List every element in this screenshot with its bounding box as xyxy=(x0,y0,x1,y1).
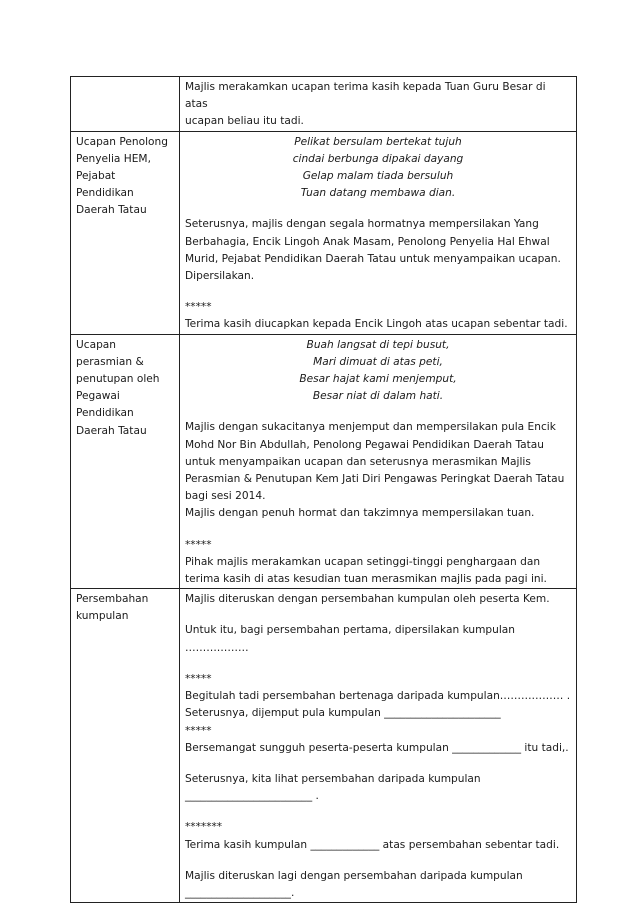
role-label-line: Persembahan xyxy=(76,593,149,606)
role-label-line: penutupan oleh xyxy=(76,373,160,386)
script-line: ____________________. xyxy=(185,886,295,899)
script-line: Bersemangat sungguh peserta-peserta kumpulan _____________ itu tadi,. xyxy=(185,741,569,754)
script-line: Seterusnya, dijemput pula kumpulan ______________________ xyxy=(185,707,501,720)
role-label-line: Penyelia HEM, xyxy=(76,152,151,165)
table-row xyxy=(71,334,577,589)
script-line: Perasmian & Penutupan Kem Jati Diri Pengawas Peringkat Daerah Tatau xyxy=(185,473,565,486)
script-line: ucapan beliau itu tadi. xyxy=(185,115,304,128)
role-label-line: Pegawai xyxy=(76,390,120,403)
script-line: Mohd Nor Bin Abdullah, Penolong Pegawai Pendidikan Daerah Tatau xyxy=(185,438,545,451)
role-cell xyxy=(71,589,180,903)
role-label-line: Daerah Tatau xyxy=(76,424,147,437)
script-cell xyxy=(180,77,577,132)
script-line: Terima kasih diucapkan kepada Encik Lingoh atas ucapan sebentar tadi. xyxy=(185,318,568,331)
pantun-line: Pelikat bersulam bertekat tujuh xyxy=(294,135,462,148)
script-line: Berbahagia, Encik Lingoh Anak Masam, Penolong Penyelia Hal Ehwal xyxy=(185,235,550,248)
pantun-line: Gelap malam tiada bersuluh xyxy=(302,170,454,183)
pantun-line: Tuan datang membawa dian. xyxy=(300,187,456,200)
role-label-line: kumpulan xyxy=(76,610,129,623)
script-line: Majlis merakamkan ucapan terima kasih kepada Tuan Guru Besar di atas xyxy=(185,81,546,111)
ceremony-script-table xyxy=(70,76,577,903)
script-line: bagi sesi 2014. xyxy=(185,490,266,503)
role-cell xyxy=(71,334,180,589)
role-cell xyxy=(71,77,180,132)
pantun-line: Buah langsat di tepi busut, xyxy=(306,338,450,351)
script-line: Untuk itu, bagi persembahan pertama, dipersilakan kumpulan ……………… xyxy=(185,624,515,654)
role-label-line: Pendidikan xyxy=(76,407,134,420)
pantun-line: Besar niat di dalam hati. xyxy=(312,390,444,403)
script-line: Dipersilakan. xyxy=(185,270,255,283)
script-line: Seterusnya, kita lihat persembahan daripada kumpulan xyxy=(185,772,481,785)
role-label-line: Ucapan Penolong xyxy=(76,135,168,148)
separator-stars: ***** xyxy=(185,672,212,685)
script-line: Majlis dengan penuh hormat dan takzimnya mempersilakan tuan. xyxy=(185,507,535,520)
script-line: untuk menyampaikan ucapan dan seterusnya merasmikan Majlis xyxy=(185,455,531,468)
pantun-line: Besar hajat kami menjemput, xyxy=(299,373,457,386)
script-line: Murid, Pejabat Pendidikan Daerah Tatau untuk menyampaikan ucapan. xyxy=(185,252,561,265)
script-line: terima kasih di atas kesudian tuan merasmikan majlis pada pagi ini. xyxy=(185,573,547,586)
script-line: Seterusnya, majlis dengan segala hormatnya mempersilakan Yang xyxy=(185,218,539,231)
separator-stars: ***** xyxy=(185,538,212,551)
role-label-line: Pendidikan xyxy=(76,187,134,200)
script-line: Terima kasih kumpulan _____________ atas persembahan sebentar tadi. xyxy=(185,838,560,851)
script-cell xyxy=(180,334,577,589)
role-label-line: Pejabat xyxy=(76,170,116,183)
role-label-line: Ucapan xyxy=(76,338,117,351)
script-line: Pihak majlis merakamkan ucapan setinggi-tinggi penghargaan dan xyxy=(185,555,541,568)
script-line: Majlis dengan sukacitanya menjemput dan mempersilakan pula Encik xyxy=(185,421,556,434)
script-line: ________________________ . xyxy=(185,790,319,803)
role-label-line: perasmian & xyxy=(76,355,144,368)
separator-stars: ***** xyxy=(185,724,212,737)
separator-stars: ******* xyxy=(185,821,223,834)
role-cell xyxy=(71,131,180,334)
script-cell xyxy=(180,131,577,334)
pantun-line: cindai berbunga dipakai dayang xyxy=(292,152,464,165)
separator-stars: ***** xyxy=(185,301,212,314)
pantun-line: Mari dimuat di atas peti, xyxy=(313,355,443,368)
script-line: Begitulah tadi persembahan bertenaga daripada kumpulan……………… . xyxy=(185,690,571,703)
table-row xyxy=(71,77,577,132)
role-label-line: Daerah Tatau xyxy=(76,204,147,217)
script-line: Majlis diteruskan dengan persembahan kumpulan oleh peserta Kem. xyxy=(185,593,550,606)
table-row xyxy=(71,131,577,334)
table-row xyxy=(71,589,577,903)
script-cell xyxy=(180,589,577,903)
script-line: Majlis diteruskan lagi dengan persembahan daripada kumpulan xyxy=(185,869,523,882)
